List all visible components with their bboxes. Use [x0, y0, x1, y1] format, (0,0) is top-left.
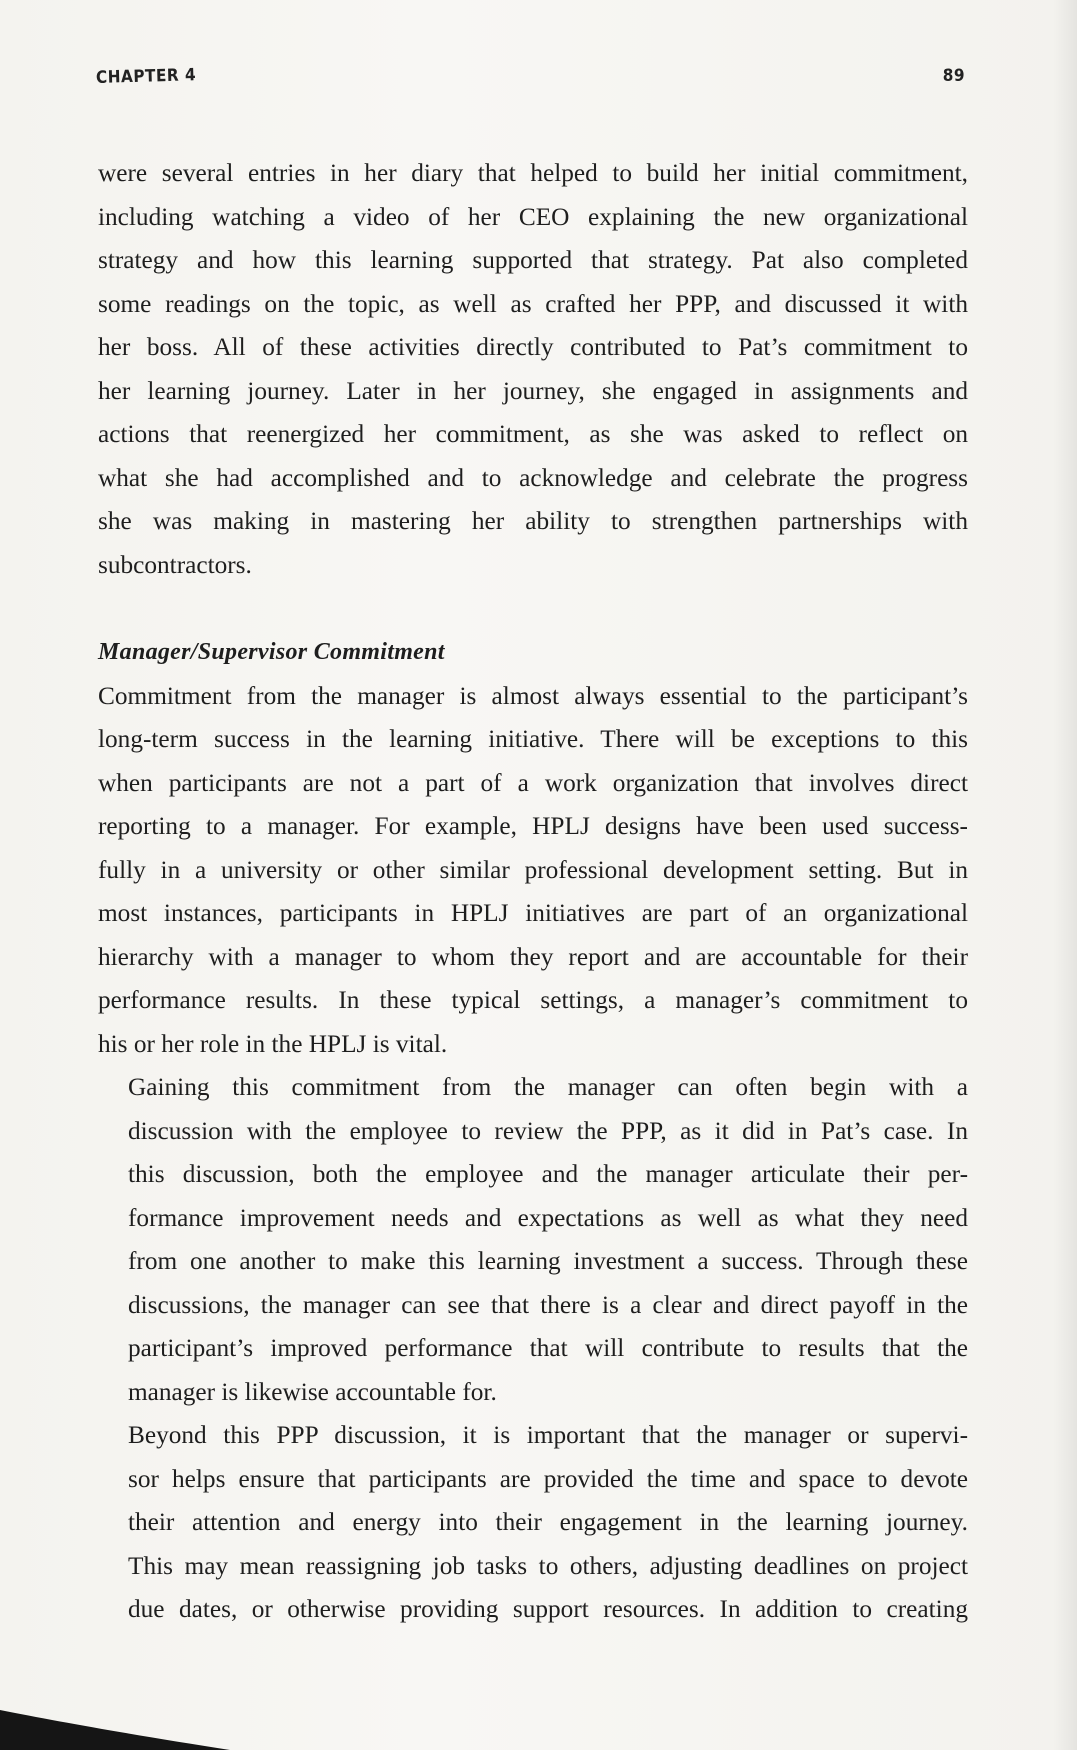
- text-line: Gaining this commitment from the manager can often begin with a: [128, 1073, 968, 1101]
- section-spacer: [98, 587, 968, 631]
- text-line: his or her role in the HPLJ is vital.: [98, 1029, 448, 1058]
- body-text: [98, 152, 968, 1632]
- text-line: what she had accomplished and to acknowledge and celebrate the progress: [98, 463, 968, 492]
- text-line: this discussion, both the employee and the manager articulate their per-: [128, 1160, 968, 1188]
- text-line: actions that reenergized her commitment, as she was asked to reflect on: [98, 420, 968, 448]
- text-line: hierarchy with a manager to whom they report and are accountable for their: [98, 942, 968, 971]
- text-line: her boss. All of these activities directly contributed to Pat’s commitment to: [98, 333, 968, 361]
- text-line: formance improvement needs and expectations as well as what they need: [128, 1203, 968, 1232]
- text-line: when participants are not a part of a work organization that involves direct: [98, 768, 968, 797]
- text-line: reporting to a manager. For example, HPLJ designs have been used success-: [98, 812, 968, 840]
- text-line: due dates, or otherwise providing support resources. In addition to creating: [128, 1595, 968, 1623]
- text-line: long-term success in the learning initiative. There will be exceptions to this: [98, 725, 968, 753]
- text-line: strategy and how this learning supported that strategy. Pat also completed: [98, 246, 968, 274]
- running-head: [96, 66, 965, 92]
- text-line: she was making in mastering her ability to strengthen partnerships with: [98, 507, 968, 535]
- text-line: fully in a university or other similar professional development setting. But in: [98, 855, 968, 884]
- paragraph-continued: [98, 152, 968, 587]
- text-line: manager is likewise accountable for.: [128, 1377, 497, 1406]
- text-line: some readings on the topic, as well as crafted her PPP, and discussed it with: [98, 289, 968, 318]
- text-line: sor helps ensure that participants are provided the time and space to devote: [128, 1464, 968, 1493]
- text-line: Commitment from the manager is almost always essential to the participant’s: [98, 681, 968, 710]
- paragraph: [98, 1414, 968, 1632]
- text-line: from one another to make this learning investment a success. Through these: [128, 1247, 968, 1275]
- text-line: including watching a video of her CEO explaining the new organizational: [98, 202, 968, 231]
- text-line: discussions, the manager can see that there is a clear and direct payoff in the: [128, 1290, 968, 1319]
- text-line: most instances, participants in HPLJ initiatives are part of an organizational: [98, 899, 968, 927]
- text-line: performance results. In these typical settings, a manager’s commitment to: [98, 986, 968, 1014]
- paragraph: [98, 675, 968, 1067]
- text-line: were several entries in her diary that helped to build her initial commitment,: [98, 159, 968, 187]
- text-line: her learning journey. Later in her journey, she engaged in assignments and: [98, 376, 968, 405]
- section-heading: Manager/Supervisor Commitment: [98, 639, 445, 665]
- text-line: their attention and energy into their engagement in the learning journey.: [128, 1508, 968, 1536]
- text-line: Beyond this PPP discussion, it is important that the manager or supervi-: [128, 1421, 968, 1449]
- page-number: 89: [942, 66, 965, 86]
- chapter-label: CHAPTER 4: [95, 65, 197, 88]
- text-line: discussion with the employee to review the PPP, as it did in Pat’s case. In: [128, 1116, 968, 1145]
- page-curl-shadow: [0, 1690, 230, 1750]
- text-line: subcontractors.: [98, 550, 252, 579]
- text-line: participant’s improved performance that will contribute to results that the: [128, 1334, 968, 1362]
- page-edge-shadow: [1053, 0, 1077, 1750]
- paragraph: [98, 1066, 968, 1414]
- text-line: This may mean reassigning job tasks to others, adjusting deadlines on project: [128, 1551, 968, 1580]
